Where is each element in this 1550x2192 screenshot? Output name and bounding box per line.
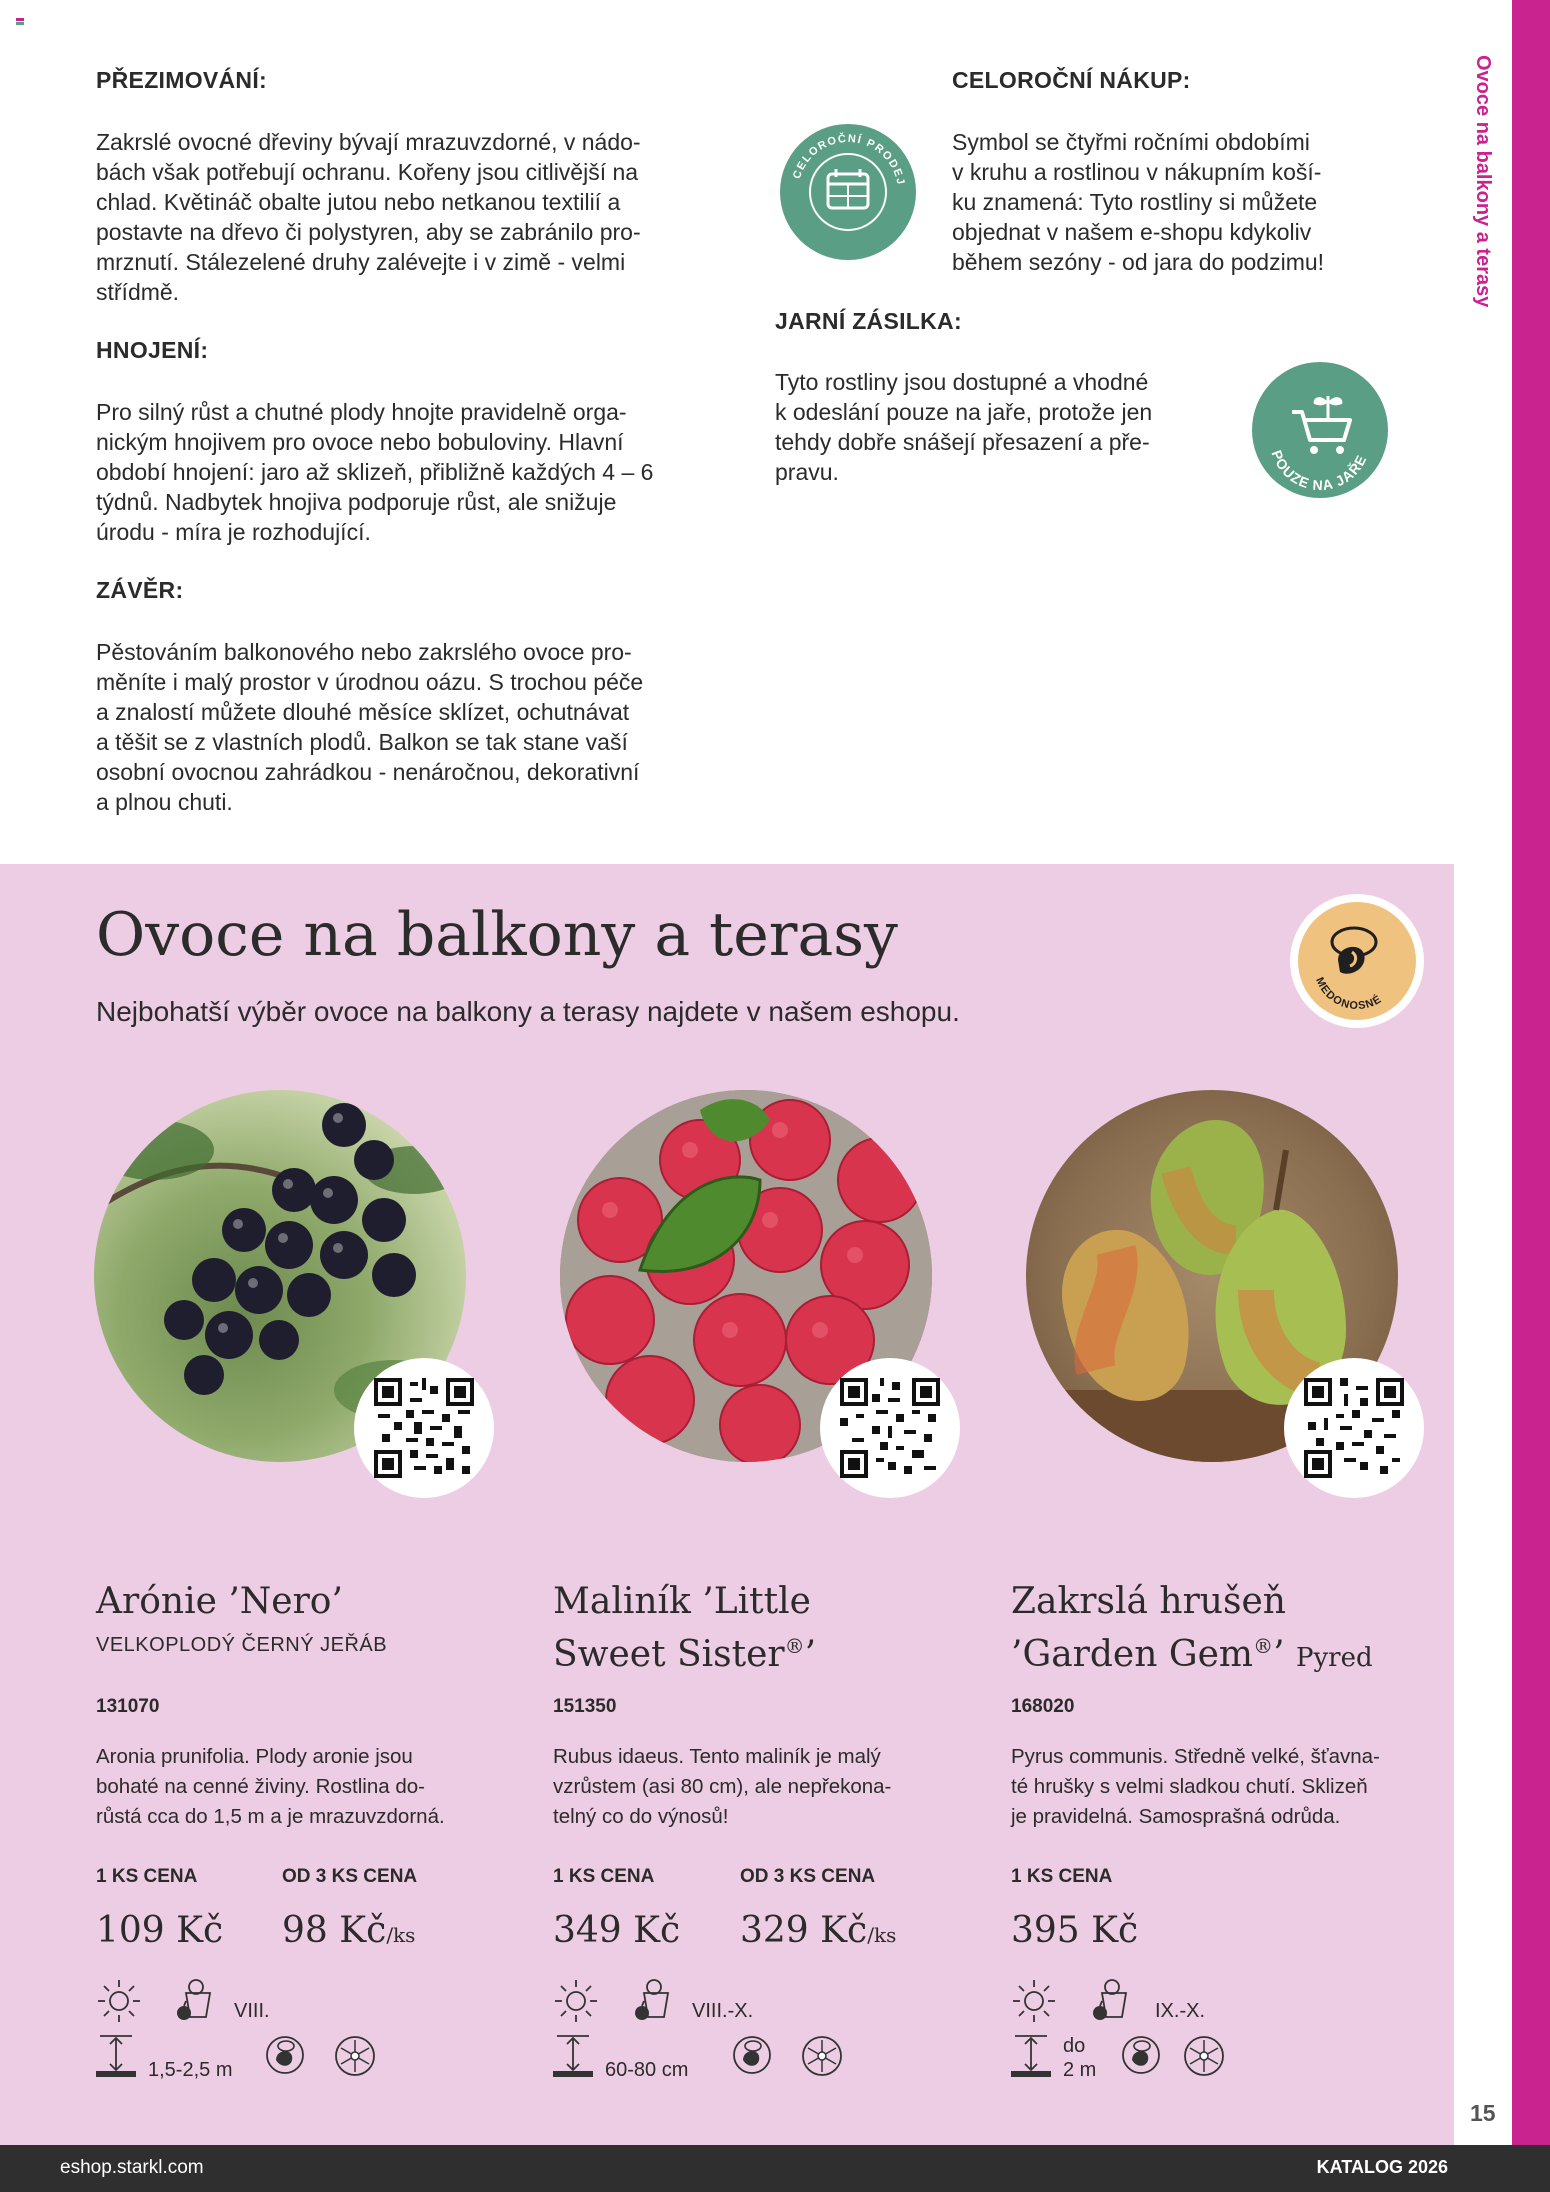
footer-catalog-label: KATALOG 2026 <box>1316 2157 1448 2177</box>
yearround-heading: CELOROČNÍ NÁKUP: <box>952 67 1191 93</box>
price-single-pear: 395 Kč <box>1011 1910 1139 1951</box>
harvest-month-raspberry: VIII.-X. <box>692 2000 754 2022</box>
price-bulk-aronia: 98 Kč/ks <box>282 1910 416 1951</box>
sun-icon <box>96 1978 142 2024</box>
spring-text: Tyto rostliny jsou dostupné a vhodné k odeslání pouze na jaře, protože jen tehdy dobře snášejí přesazení a pře- pravu. <box>775 369 1153 485</box>
svg-text:CELOROČNÍ PRODEJ: CELOROČNÍ PRODEJ <box>790 132 907 187</box>
product-name-aronia: Arónie ’Nero’ <box>96 1581 343 1622</box>
yearround-text: Symbol se čtyřmi ročními obdobími v kruhu a rostlinou v nákupním koší- ku znamená: Tyto rostliny si můžete objednat v našem e-shopu kdykoliv během sezóny - od jara do podzimu! <box>952 129 1325 275</box>
height-icon <box>96 2034 136 2078</box>
height-icon <box>1011 2034 1051 2078</box>
product-desc-aronia: Aronia prunifolia. Plody aronie jsou bohaté na cenné živiny. Rostlina do- růstá cca do 1,5 m a je mrazuvzdorná. <box>96 1745 445 1828</box>
spring-heading: JARNÍ ZÁSILKA: <box>775 308 962 334</box>
qr-code-aronia[interactable] <box>354 1358 494 1498</box>
price-single-aronia: 109 Kč <box>96 1910 224 1951</box>
footer <box>0 2145 1550 2192</box>
qr-code-pear[interactable] <box>1284 1358 1424 1498</box>
side-strip <box>1512 0 1550 2145</box>
product-section <box>0 864 1454 2145</box>
honey-badge <box>1290 894 1424 1028</box>
harvest-basket-icon <box>172 1975 220 2023</box>
calendar-icon <box>780 124 916 260</box>
fertilizing-text: Pro silný růst a chutné plody hnojte pravidelně orga- nickým hnojivem pro ovoce nebo bobuloviny. Hlavní období hnojení: jaro až sklizeň, přibližně každých 4 – 6 týdnů. Nadbytek hnojiva podporuje růst, ale snižuje úrodu - míra je rozhodující. <box>96 399 654 545</box>
price-label-bulk: OD 3 KS CENA <box>282 1866 418 1887</box>
conclusion-text: Pěstováním balkonového nebo zakrslého ovoce pro- měníte i malý prostor v úrodnou oázu. S trochou péče a znalostí můžete dlouhé měsíce sklízet, ochutnávat a těšit se z vlastních plodů. Balkon se tak stane vaší osobní ovocnou zahrádkou - nenáročnou, dekorativní a plnou chuti. <box>96 639 644 815</box>
section-title: Ovoce na balkony a terasy <box>96 900 898 970</box>
height-aronia: 1,5-2,5 m <box>148 2059 233 2081</box>
cart-plant-icon <box>1252 362 1388 498</box>
product-code-pear: 168020 <box>1011 1696 1075 1717</box>
price-single-raspberry: 349 Kč <box>553 1910 681 1951</box>
section-subtitle: Nejbohatší výběr ovoce na balkony a terasy najdete v našem eshopu. <box>96 996 960 1027</box>
footer-eshop-link[interactable]: eshop.starkl.com <box>60 2157 204 2178</box>
harvest-basket-icon <box>1088 1975 1136 2023</box>
page-number: 15 <box>1470 2100 1496 2126</box>
corner-mark-icon <box>16 18 24 26</box>
bee-pollinator-icon <box>1120 2034 1162 2076</box>
overwintering-heading: PŘEZIMOVÁNÍ: <box>96 67 267 93</box>
qr-code-icon <box>840 1378 940 1478</box>
yearround-badge <box>780 124 916 260</box>
price-label-single: 1 KS CENA <box>96 1866 198 1887</box>
product-name-pear: Zakrslá hrušeň ’Garden Gem®’ Pyred <box>1011 1581 1373 1675</box>
svg-text:MEDONOSNÉ: MEDONOSNÉ <box>1313 975 1385 1013</box>
sun-icon <box>1011 1978 1057 2024</box>
overwintering-text: Zakrslé ovocné dřeviny bývají mrazuvzdorné, v nádo- bách však potřebují ochranu. Kořeny jsou citlivější na chlad. Květináč obalte jutou nebo netkanou textilií a postavte na dřevo či polystyren, aby se zabránilo pro- mrznutí. Stálezelené druhy zalévejte i v zimě - velmi střídmě. <box>96 129 641 305</box>
bee-pollinator-icon <box>731 2034 773 2076</box>
product-subtitle-aronia: VELKOPLODÝ ČERNÝ JEŘÁB <box>96 1634 388 1656</box>
product-desc-pear: Pyrus communis. Středně velké, šťavna- té hrušky s velmi sladkou chutí. Sklizeň je pravidelná. Samosprašná odrůda. <box>1011 1745 1380 1828</box>
price-label-single: 1 KS CENA <box>553 1866 655 1887</box>
height-icon <box>553 2034 593 2078</box>
height-pear: do 2 m <box>1063 2035 1097 2081</box>
frost-resistant-icon <box>333 2034 377 2078</box>
price-label-bulk: OD 3 KS CENA <box>740 1866 876 1887</box>
bee-pollinator-icon <box>264 2034 306 2076</box>
price-label-single: 1 KS CENA <box>1011 1866 1113 1887</box>
product-code-raspberry: 151350 <box>553 1696 617 1717</box>
product-name-raspberry: Maliník ’Little Sweet Sister®’ <box>553 1581 817 1675</box>
frost-resistant-icon <box>1182 2034 1226 2078</box>
spring-badge <box>1252 362 1388 498</box>
qr-code-icon <box>1304 1378 1404 1478</box>
harvest-month-pear: IX.-X. <box>1155 2000 1206 2022</box>
product-desc-raspberry: Rubus idaeus. Tento maliník je malý vzrůstem (asi 80 cm), ale nepřekona- telný co do výnosů! <box>553 1745 892 1828</box>
harvest-month-aronia: VIII. <box>234 2000 270 2022</box>
sun-icon <box>553 1978 599 2024</box>
qr-code-icon <box>374 1378 474 1478</box>
price-bulk-raspberry: 329 Kč/ks <box>740 1910 897 1951</box>
side-title <box>1462 55 1502 355</box>
harvest-basket-icon <box>630 1975 678 2023</box>
bee-icon <box>1298 902 1416 1020</box>
qr-code-raspberry[interactable] <box>820 1358 960 1498</box>
product-code-aronia: 131070 <box>96 1696 160 1717</box>
fertilizing-heading: HNOJENÍ: <box>96 337 209 363</box>
side-title-text: Ovoce na balkony a terasy <box>1472 55 1494 308</box>
svg-text:POUZE NA JAŘE: POUZE NA JAŘE <box>1268 447 1370 494</box>
height-raspberry: 60-80 cm <box>605 2059 689 2081</box>
conclusion-heading: ZÁVĚR: <box>96 577 184 603</box>
frost-resistant-icon <box>800 2034 844 2078</box>
